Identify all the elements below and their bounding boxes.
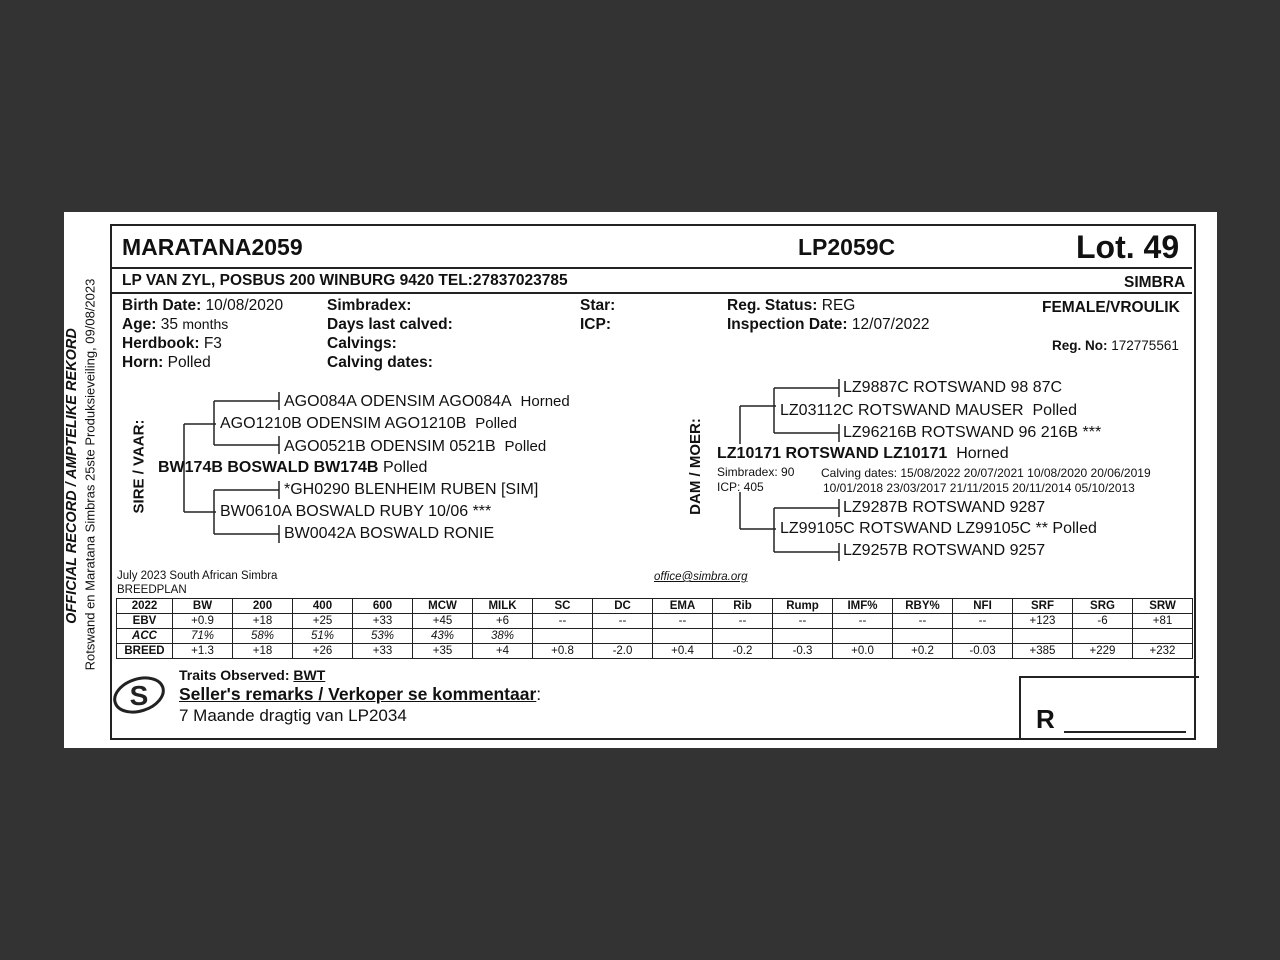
column-header: SRG <box>1073 599 1133 614</box>
table-cell: +0.4 <box>653 644 713 659</box>
table-cell: +18 <box>233 644 293 659</box>
icp-label: ICP: <box>580 316 611 333</box>
sire-dam-dam: BW0042A BOSWALD RONIE <box>284 525 495 542</box>
breeder-info: LP VAN ZYL, POSBUS 200 WINBURG 9420 TEL:27837023785 <box>122 272 568 289</box>
simbra-logo-icon <box>111 675 167 715</box>
table-cell: +25 <box>293 614 353 629</box>
dam-name: LZ10171 ROTSWAND LZ10171 Horned <box>717 445 1009 462</box>
table-cell: -0.2 <box>713 644 773 659</box>
office-email-link[interactable]: office@simbra.org <box>654 571 748 583</box>
sire-name: BW174B BOSWALD BW174B Polled <box>158 459 428 476</box>
evaluation-source: July 2023 South African Simbra <box>117 570 278 582</box>
seller-remarks: 7 Maande dragtig van LP2034 <box>179 706 407 725</box>
column-header: 200 <box>233 599 293 614</box>
dam-sire-dam: LZ96216B ROTSWAND 96 216B *** <box>843 424 1102 441</box>
column-header: MILK <box>473 599 533 614</box>
table-cell: -2.0 <box>593 644 653 659</box>
sire-sire-dam: AGO0521B ODENSIM 0521B Polled <box>284 438 547 455</box>
table-cell: +26 <box>293 644 353 659</box>
table-cell: -- <box>593 614 653 629</box>
table-cell <box>893 629 953 644</box>
table-cell <box>833 629 893 644</box>
table-cell: +4 <box>473 644 533 659</box>
horn-status: Horn: Polled <box>122 354 211 371</box>
star-label: Star: <box>580 297 616 314</box>
ebv-row <box>117 614 1193 629</box>
table-cell: -- <box>533 614 593 629</box>
column-header: BW <box>173 599 233 614</box>
table-cell: -- <box>893 614 953 629</box>
seller-remarks-heading: Seller's remarks / Verkoper se kommentaar: <box>179 684 542 704</box>
dam-dam-dam: LZ9257B ROTSWAND 9257 <box>843 542 1046 559</box>
table-cell: -- <box>713 614 773 629</box>
table-cell: 58% <box>233 629 293 644</box>
table-cell: 71% <box>173 629 233 644</box>
table-cell <box>593 629 653 644</box>
table-cell: +1.3 <box>173 644 233 659</box>
dam-sire-sire: LZ9887C ROTSWAND 98 87C <box>843 379 1063 396</box>
animal-name: MARATANA2059 <box>122 234 303 260</box>
herdbook: Herdbook: F3 <box>122 335 222 352</box>
year-cell: 2022 <box>117 599 173 614</box>
table-cell: -- <box>773 614 833 629</box>
table-cell: 43% <box>413 629 473 644</box>
table-cell: -- <box>953 614 1013 629</box>
inspection-date: Inspection Date: 12/07/2022 <box>727 316 930 333</box>
column-header: Rump <box>773 599 833 614</box>
column-header: MCW <box>413 599 473 614</box>
dam-sire: LZ03112C ROTSWAND MAUSER Polled <box>780 402 1077 419</box>
row-label: ACC <box>117 629 173 644</box>
breed-row <box>117 644 1193 659</box>
sire-sire-sire: AGO084A ODENSIM AGO084A Horned <box>284 393 570 410</box>
table-cell <box>953 629 1013 644</box>
price-currency: R <box>1036 704 1055 734</box>
table-cell: +0.0 <box>833 644 893 659</box>
table-cell <box>533 629 593 644</box>
column-header: 600 <box>353 599 413 614</box>
table-cell: -6 <box>1073 614 1133 629</box>
birth-date: Birth Date: 10/08/2020 <box>122 297 284 314</box>
table-cell: 51% <box>293 629 353 644</box>
animal-id: LP2059C <box>798 234 896 260</box>
reg-status: Reg. Status: REG <box>727 297 856 314</box>
table-cell <box>773 629 833 644</box>
column-header: RBY% <box>893 599 953 614</box>
table-cell <box>1133 629 1193 644</box>
column-header: SRF <box>1013 599 1073 614</box>
acc-row <box>117 629 1193 644</box>
table-cell: +0.9 <box>173 614 233 629</box>
dam-simbradex: Simbradex: 90 <box>717 465 795 479</box>
column-header: Rib <box>713 599 773 614</box>
table-cell: +232 <box>1133 644 1193 659</box>
table-cell: +0.2 <box>893 644 953 659</box>
table-cell: +45 <box>413 614 473 629</box>
table-cell: +0.8 <box>533 644 593 659</box>
dam-calving-dates-1: Calving dates: 15/08/2022 20/07/2021 10/08/2020 20/06/2019 <box>821 466 1151 480</box>
table-cell: 53% <box>353 629 413 644</box>
simbradex-label: Simbradex: <box>327 297 412 314</box>
table-cell: +33 <box>353 614 413 629</box>
sire-sire: AGO1210B ODENSIM AGO1210B Polled <box>220 415 517 432</box>
lot-record-card <box>64 212 1217 748</box>
dam-dam-sire: LZ9287B ROTSWAND 9287 <box>843 499 1046 516</box>
table-cell <box>713 629 773 644</box>
official-record-label: OFFICIAL RECORD / AMPTELIKE REKORD <box>64 328 80 624</box>
sale-name-label: Rotswand en Maratana Simbras 25ste Produksieveiling, 09/08/2023 <box>82 278 98 671</box>
table-cell <box>653 629 713 644</box>
dam-dam: LZ99105C ROTSWAND LZ99105C ** Polled <box>780 520 1097 537</box>
column-header: EMA <box>653 599 713 614</box>
table-cell: +18 <box>233 614 293 629</box>
sex: FEMALE/VROULIK <box>1042 299 1180 316</box>
table-cell: +35 <box>413 644 473 659</box>
table-cell: +81 <box>1133 614 1193 629</box>
table-cell: -0.03 <box>953 644 1013 659</box>
table-cell: -- <box>833 614 893 629</box>
calving-dates-label: Calving dates: <box>327 354 433 371</box>
table-cell: +229 <box>1073 644 1133 659</box>
row-label: EBV <box>117 614 173 629</box>
days-last-calved-label: Days last calved: <box>327 316 453 333</box>
table-cell: +123 <box>1013 614 1073 629</box>
sire-dam-sire: *GH0290 BLENHEIM RUBEN [SIM] <box>284 481 539 498</box>
column-header: DC <box>593 599 653 614</box>
table-cell: -- <box>653 614 713 629</box>
row-label: BREED <box>117 644 173 659</box>
evaluation-system: BREEDPLAN <box>117 584 187 596</box>
calvings-label: Calvings: <box>327 335 397 352</box>
reg-number: Reg. No: 172775561 <box>1052 338 1179 353</box>
column-header: 400 <box>293 599 353 614</box>
column-header: IMF% <box>833 599 893 614</box>
dam-calving-dates-2: 10/01/2018 23/03/2017 21/11/2015 20/11/2014 05/10/2013 <box>823 481 1135 495</box>
dam-label: DAM / MOER: <box>686 418 704 515</box>
table-cell <box>1013 629 1073 644</box>
table-cell: +33 <box>353 644 413 659</box>
sire-label: SIRE / VAAR: <box>130 419 148 514</box>
table-cell: -0.3 <box>773 644 833 659</box>
dam-icp: ICP: 405 <box>717 480 764 494</box>
table-cell: +6 <box>473 614 533 629</box>
ebv-table <box>116 598 1193 659</box>
sire-dam: BW0610A BOSWALD RUBY 10/06 *** <box>220 503 492 520</box>
breed: SIMBRA <box>1124 274 1186 291</box>
price-entry-line[interactable] <box>1064 731 1186 733</box>
table-cell: +385 <box>1013 644 1073 659</box>
logo-letter: S <box>129 680 149 711</box>
traits-observed: Traits Observed: BWT <box>179 667 326 683</box>
column-header: SRW <box>1133 599 1193 614</box>
lot-number: Lot. 49 <box>1076 229 1180 265</box>
table-header-row <box>117 599 1193 614</box>
age: Age: 35 months <box>122 316 229 333</box>
table-cell: 38% <box>473 629 533 644</box>
column-header: SC <box>533 599 593 614</box>
column-header: NFI <box>953 599 1013 614</box>
table-cell <box>1073 629 1133 644</box>
